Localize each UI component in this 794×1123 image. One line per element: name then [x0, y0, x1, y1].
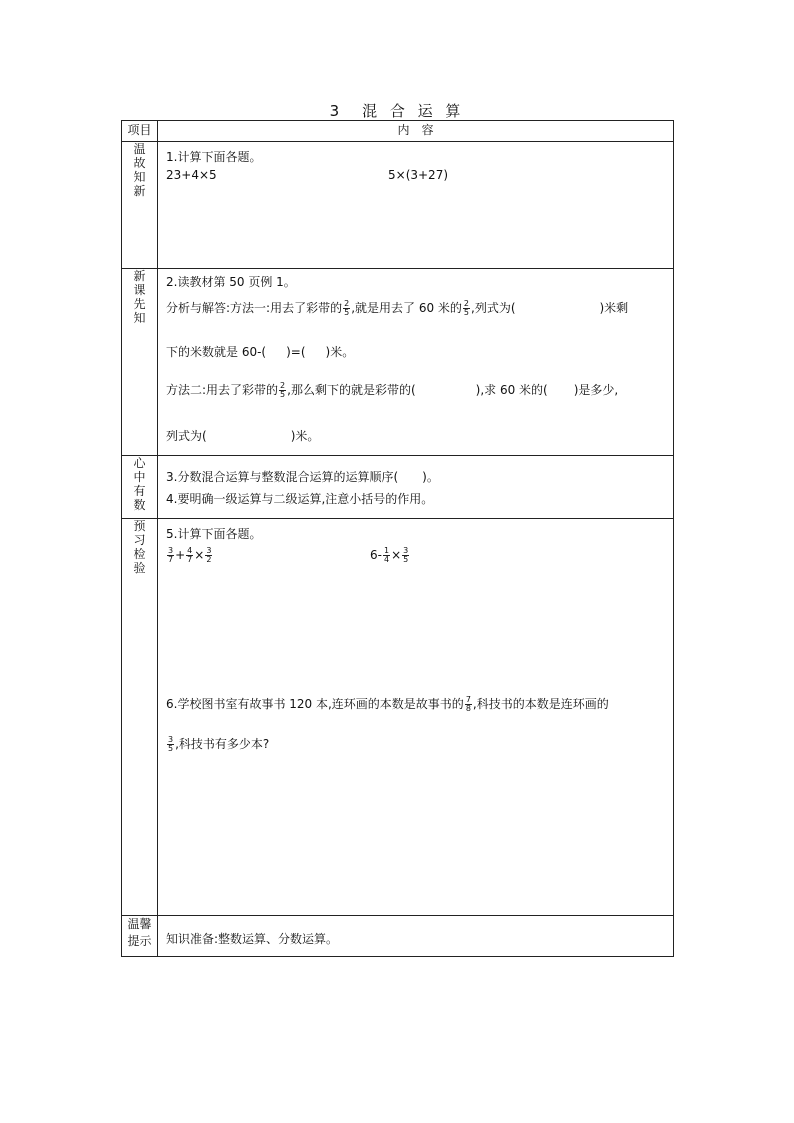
section-label: [122, 519, 158, 916]
text: ,就是用去了 60 米的: [351, 301, 462, 315]
section-preview-label: 新课先知: [133, 269, 146, 325]
section-check: [122, 519, 674, 916]
header-item: 项目: [122, 121, 158, 142]
question-6-line-1: [166, 695, 609, 713]
fraction: $\frac{3}{2}$: [206, 546, 212, 564]
section-keep: [122, 456, 674, 519]
section-review: [122, 142, 674, 269]
text: )是多少,: [573, 383, 619, 397]
worksheet-table: [121, 120, 674, 957]
question-1: 1.计算下面各题。: [166, 150, 262, 164]
fraction: $\frac{4}{7}$: [187, 546, 193, 564]
method-1-line-1: [166, 299, 628, 317]
fraction: $\frac{2}{5}$: [344, 299, 350, 317]
text: ),求 60 米的(: [475, 383, 548, 397]
section-preview-content: [158, 269, 674, 456]
fraction: $\frac{2}{5}$: [463, 299, 469, 317]
section-tips: [122, 916, 674, 957]
expression-5b: [370, 547, 410, 564]
section-tips-content: [158, 916, 674, 957]
question-5: 5.计算下面各题。: [166, 527, 262, 541]
fraction: $\frac{3}{7}$: [168, 546, 174, 564]
page-title: 3 混 合 运 算: [329, 102, 465, 120]
expression-5a: [166, 547, 213, 564]
text: 分析与解答:方法一:用去了彩带的: [166, 301, 343, 315]
fraction: $\frac{3}{5}$: [168, 735, 174, 753]
question-3: 3.分数混合运算与整数混合运算的运算顺序( )。: [166, 470, 439, 484]
text: ,科技书的本数是连环画的: [472, 697, 609, 711]
text: ,列式为(: [471, 301, 516, 315]
expression-a: 23+4×5: [166, 168, 217, 182]
question-2: 2.读教材第 50 页例 1。: [166, 275, 296, 289]
section-review-content: [158, 142, 674, 269]
fraction: $\frac{1}{4}$: [383, 546, 390, 564]
section-keep-label: 心中有数: [133, 456, 146, 512]
text: ,那么剩下的就是彩带的(: [287, 383, 416, 397]
method-2-line-1: [166, 381, 618, 399]
tips-text: 知识准备:整数运算、分数运算。: [166, 932, 339, 946]
section-check-label: 预习检验: [133, 519, 146, 575]
text: )米。: [290, 429, 320, 443]
section-label: [122, 456, 158, 519]
question-6-line-2: [166, 735, 269, 753]
section-label: [122, 142, 158, 269]
operator: ×: [194, 548, 205, 562]
section-tips-label: 温馨提示: [127, 917, 152, 948]
text: )=(: [286, 345, 306, 359]
text: 方法二:用去了彩带的: [166, 383, 279, 397]
method-2-line-2: [166, 427, 319, 444]
operator: +: [175, 548, 186, 562]
header-row: [122, 121, 674, 142]
expression-b: 5×(3+27): [388, 168, 449, 182]
fraction: $\frac{3}{5}$: [403, 546, 409, 564]
text: 6-: [370, 548, 382, 562]
text: 6.学校图书室有故事书 120 本,连环画的本数是故事书的: [166, 697, 464, 711]
section-keep-content: [158, 456, 674, 519]
section-label: [122, 916, 158, 957]
section-label: [122, 269, 158, 456]
text: ,科技书有多少本?: [175, 737, 270, 751]
method-1-line-2: [166, 343, 354, 360]
header-content: 内 容: [158, 121, 674, 142]
question-4: 4.要明确一级运算与二级运算,注意小括号的作用。: [166, 492, 434, 506]
text: )米。: [325, 345, 355, 359]
fraction: $\frac{2}{5}$: [280, 381, 286, 399]
operator: ×: [391, 548, 402, 562]
section-review-label: 温故知新: [133, 142, 146, 198]
text: )米剩: [599, 301, 629, 315]
text: 下的米数就是 60-(: [166, 345, 267, 359]
fraction: $\frac{7}{8}$: [465, 695, 471, 713]
section-preview: [122, 269, 674, 456]
section-check-content: [158, 519, 674, 916]
text: 列式为(: [166, 429, 207, 443]
